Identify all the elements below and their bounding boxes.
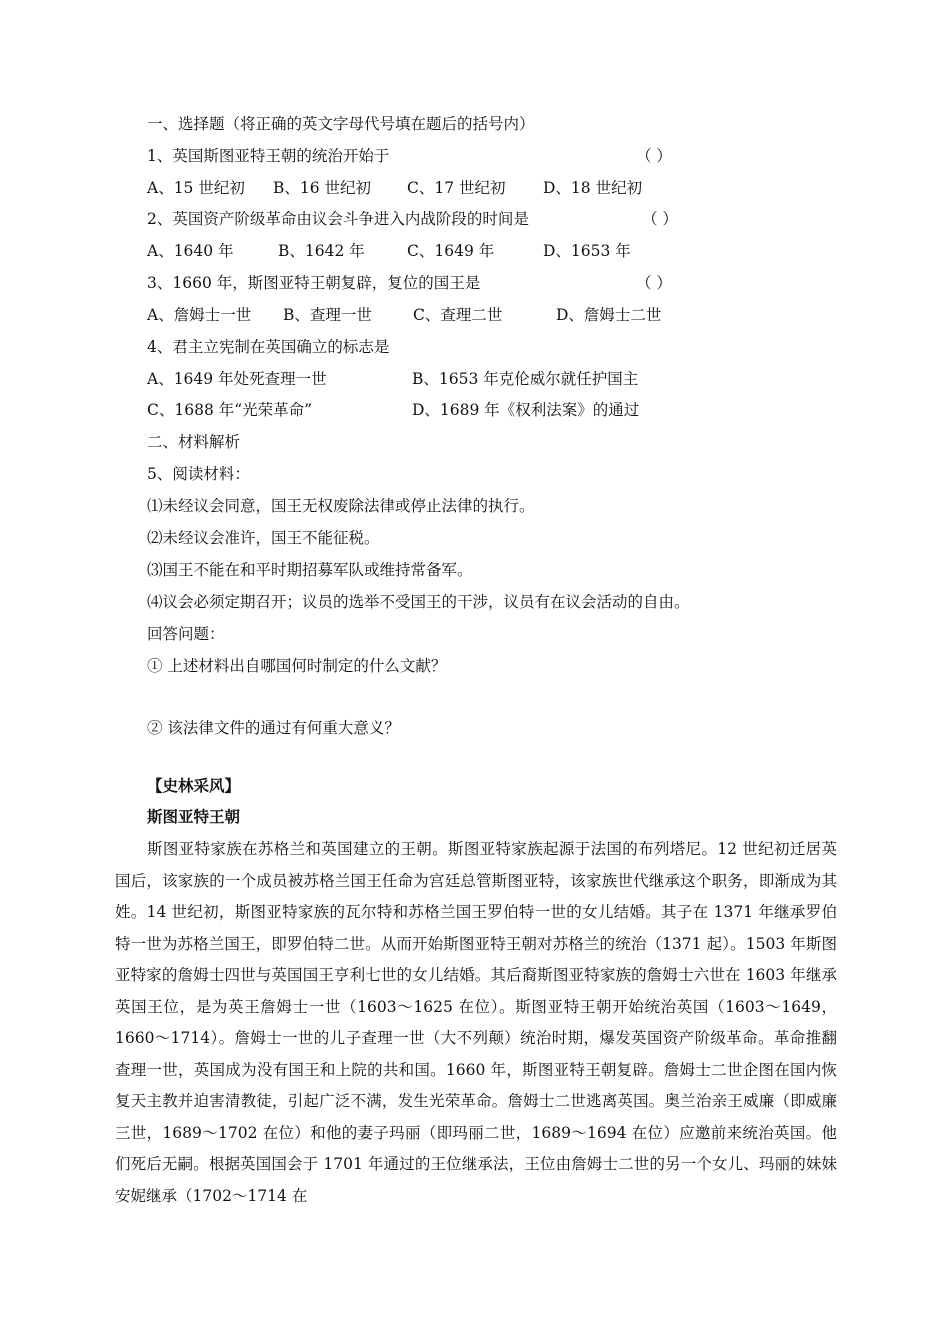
q4-option-a: A、1649 年处死查理一世 — [147, 370, 327, 388]
q3-option-b: B、查理一世 — [283, 306, 372, 324]
q1-option-c: C、17 世纪初 — [407, 179, 506, 197]
q4-option-c: C、1688 年“光荣革命” — [147, 401, 313, 419]
q1-option-d: D、18 世纪初 — [543, 179, 643, 197]
section1-heading: 一、选择题（将正确的英文字母代号填在题后的括号内） — [147, 115, 535, 133]
q1-option-a: A、15 世纪初 — [147, 179, 245, 197]
q3-stem: 3、1660 年，斯图亚特王朝复辟，复位的国王是 — [147, 274, 481, 292]
q4-option-d: D、1689 年《权利法案》的通过 — [412, 401, 640, 419]
material-item-1: ⑴未经议会同意，国王无权废除法律或停止法律的执行。 — [147, 497, 535, 515]
q3-option-d: D、詹姆士二世 — [556, 306, 662, 324]
reading-header: 【史林采风】 — [147, 777, 241, 795]
q4-stem: 4、君主立宪制在英国确立的标志是 — [147, 338, 390, 356]
q3-answer-blank: （ ） — [636, 274, 672, 292]
q2-answer-blank: （ ） — [642, 210, 678, 228]
answer-prompt: 回答问题： — [147, 625, 225, 643]
material-item-4: ⑷议会必须定期召开；议员的选举不受国王的干涉，议员有在议会活动的自由。 — [147, 593, 690, 611]
q3-option-c: C、查理二世 — [413, 306, 503, 324]
q2-option-a: A、1640 年 — [147, 242, 234, 260]
q5-stem: 5、阅读材料： — [147, 465, 250, 483]
q2-option-c: C、1649 年 — [407, 242, 495, 260]
question-1: ① 上述材料出自哪国何时制定的什么文献？ — [147, 657, 447, 675]
reading-body: 斯图亚特家族在苏格兰和英国建立的王朝。斯图亚特家族起源于法国的布列塔尼。12 世纪初迁居英国后，该家族的一个成员被苏格兰国王任命为宫廷总管斯图亚特，该家族世代继承这个职务，即渐成为其姓。14 世纪初，斯图亚特家族的瓦尔特和苏格兰国王罗伯特一世的女儿结婚。其子在 1371 年继承罗伯特一世为苏格兰国王，即罗伯特二世。从而开始斯图亚特王朝对苏格兰的统治（1371 起）。1503 年斯图亚特家的詹姆士四世与英国国王亨利七世的女儿结婚。其后裔斯图亚特家族的詹姆士六世在 1603 年继承英国王位，是为英王詹姆士一世（1603～1625 在位）。斯图亚特王朝开始统治英国（1603～1649，1660～1714）。詹姆士一世的儿子查理一世（大不列颠）统治时期，爆发英国资产阶级革命。革命推翻查理一世，英国成为没有国王和上院的共和国。1660 年，斯图亚特王朝复辟。詹姆士二世企图在国内恢复天主教并迫害清教徒，引起广泛不满，发生光荣革命。詹姆士二世逃离英国。奥兰治亲王威廉（即威廉三世，1689～1702 在位）和他的妻子玛丽（即玛丽二世，1689～1694 在位）应邀前来统治英国。他们死后无嗣。根据英国国会于 1701 年通过的王位继承法，王位由詹姆士二世的另一个女儿、玛丽的妹妹安妮继承（1702～1714 在 — [115, 840, 837, 1205]
q2-stem: 2、英国资产阶级革命由议会斗争进入内战阶段的时间是 — [147, 210, 529, 228]
material-item-3: ⑶国王不能在和平时期招募军队或维持常备军。 — [147, 561, 473, 579]
q2-option-d: D、1653 年 — [543, 242, 631, 260]
q2-option-b: B、1642 年 — [278, 242, 365, 260]
q1-stem: 1、英国斯图亚特王朝的统治开始于 — [147, 147, 390, 165]
q1-answer-blank: （ ） — [636, 147, 672, 165]
q4-option-b: B、1653 年克伦威尔就任护国主 — [412, 370, 639, 388]
material-item-2: ⑵未经议会准许，国王不能征税。 — [147, 529, 380, 547]
section2-heading: 二、材料解析 — [147, 433, 241, 451]
q1-option-b: B、16 世纪初 — [273, 179, 372, 197]
q3-option-a: A、詹姆士一世 — [147, 306, 252, 324]
question-2: ② 该法律文件的通过有何重大意义？ — [147, 719, 400, 737]
reading-title: 斯图亚特王朝 — [147, 808, 241, 826]
